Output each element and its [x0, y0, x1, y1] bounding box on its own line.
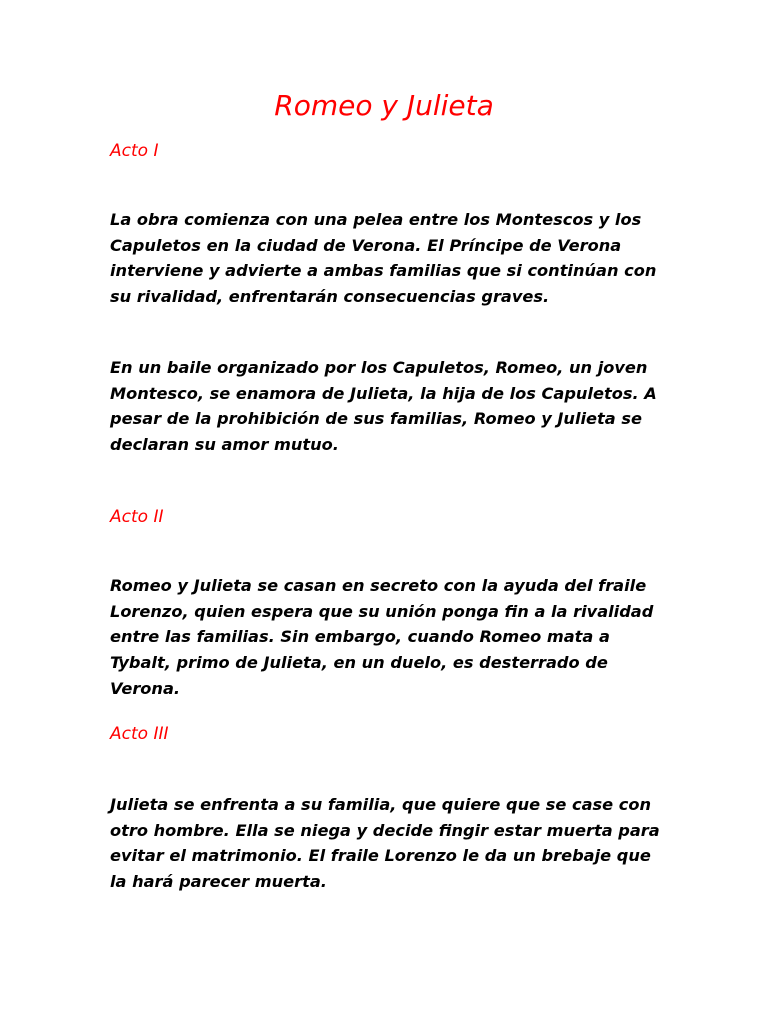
act-2-heading: Acto II: [110, 507, 164, 527]
act-1-paragraph-1: La obra comienza con una pelea entre los Montescos y los Capuletos en la ciudad de Verona. El Príncipe de Verona interviene y advierte a ambas familias que si continúan con su rivalidad, enfrentarán consecuencias graves.: [110, 210, 657, 307]
act-1-heading: Acto I: [110, 141, 159, 161]
act-1-paragraph-2: En un baile organizado por los Capuletos, Romeo, un joven Montesco, se enamora de Julieta, la hija de los Capuletos. A pesar de la prohibición de sus familias, Romeo y Julieta se declaran su amor mutuo.: [110, 358, 657, 455]
act-3-paragraph-1: Julieta se enfrenta a su familia, que quiere que se case con otro hombre. Ella se niega y decide fingir estar muerta para evitar el matrimonio. El fraile Lorenzo le da un brebaje que la hará parecer muerta.: [110, 795, 660, 892]
act-3-heading: Acto III: [110, 724, 169, 744]
act-2-paragraph-1: Romeo y Julieta se casan en secreto con la ayuda del fraile Lorenzo, quien espera que su unión ponga fin a la rivalidad entre las familias. Sin embargo, cuando Romeo mata a Tybalt, primo de Julieta, en un duelo, es desterrado de Verona.: [110, 576, 654, 698]
document-title: Romeo y Julieta: [274, 89, 494, 122]
